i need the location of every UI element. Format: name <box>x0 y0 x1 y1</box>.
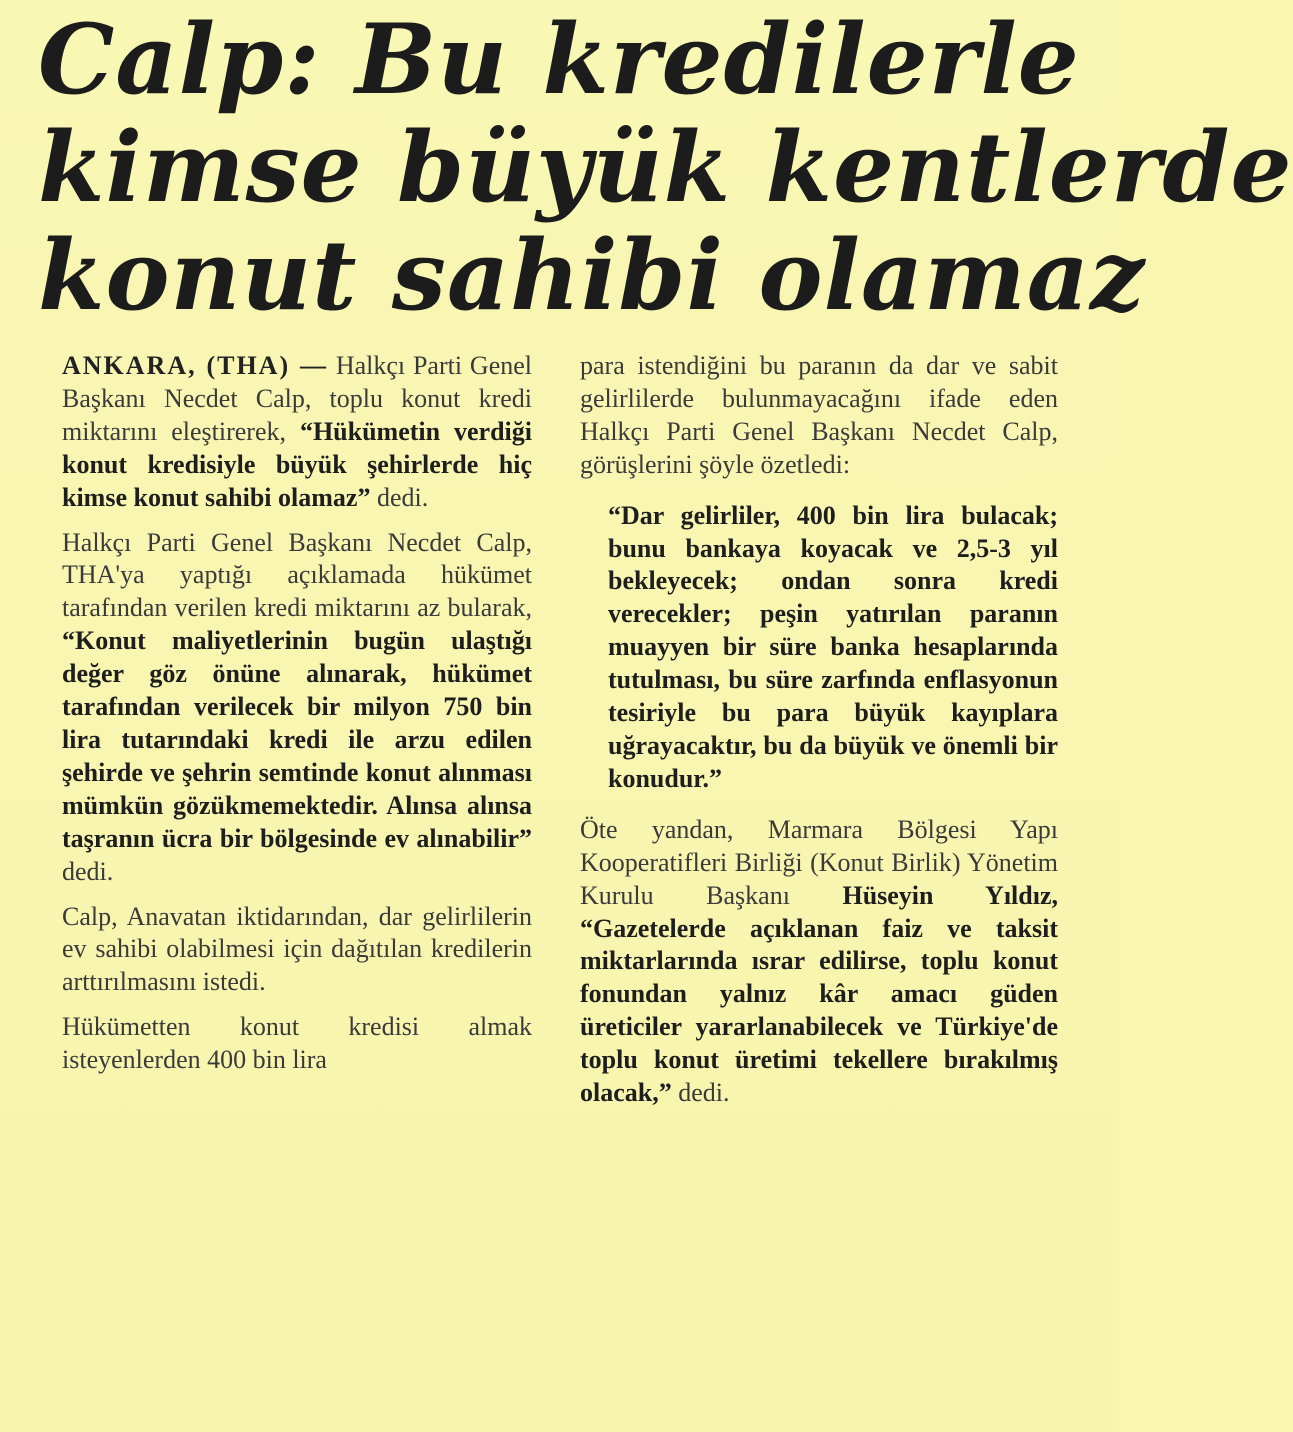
left-p1-end: dedi. <box>370 482 429 512</box>
left-p1-quote: “Hükümetin verdiği konut kredisiyle büyük şehirlerde hiç kimse konut sahibi olamaz” <box>62 416 532 512</box>
right-p3-name: Hüseyin Yıldız, <box>842 880 1058 910</box>
left-paragraph-3: Calp, Anavatan iktidarından, dar gelirlilerin ev sahibi olabilmesi için dağıtılan kredilerin arttırılmasını istedi. <box>62 901 532 997</box>
right-p3-quote: “Gazetelerde açıklanan faiz ve taksit miktarlarında ısrar edilirse, toplu konut fonundan yalnız kâr amacı güden üreticiler yararlanabilecek ve Türkiye'de toplu konut üretimi tekellere bırakılmış olacak,” <box>580 913 1058 1108</box>
right-quote-block: “Dar gelirliler, 400 bin lira bulacak; bunu bankaya koyacak ve 2,5-3 yıl bekleyecek; ondan sonra kredi verecekler; peşin yatırılan paranın muayyen bir süre banka hesaplarında tutulması, bu süre zarfında enflasyonun tesiriyle bu para büyük kayıplara uğrayacaktır, bu da büyük ve önemli bir konudur.” <box>608 500 1058 793</box>
left-paragraph-2 <box>62 527 532 889</box>
headline-line-1: Calp: Bu kredilerle <box>38 3 1080 116</box>
left-paragraph-1 <box>62 350 532 515</box>
dateline: ANKARA, (THA) — <box>62 351 328 380</box>
right-paragraph-1: para istendiğini bu paranın da dar ve sabit gelirlilerde bulunmayacağını ifade eden Halkçı Parti Genel Başkanı Necdet Calp, görüşlerini şöyle özetledi: <box>580 351 1058 479</box>
left-paragraph-4: Hükümetten konut kredisi almak isteyenlerden 400 bin lira <box>62 1012 532 1075</box>
right-paragraph-3 <box>580 814 1058 1110</box>
headline-line-3: konut sahibi olamaz <box>38 219 1146 332</box>
right-p3-intro: Öte yandan, Marmara Bölgesi Yapı Kooperatifleri Birliği (Konut Birlik) Yönetim Kurulu Başkanı <box>580 814 1058 910</box>
left-column <box>62 350 532 1089</box>
left-p2-quote: “Konut maliyetlerinin bugün ulaştığı değer göz önüne alınarak, hükümet tarafından verilecek bir milyon 750 bin lira tutarındaki kredi ile arzu edilen şehirde ve şehrin semtinde konut alınması mümkün gözükmemektedir. Alınsa alınsa taşranın ücra bir bölgesinde ev alınabilir” <box>62 626 532 853</box>
left-p1-intro: Halkçı Parti Genel Başkanı Necdet Calp, toplu konut kredi miktarını eleştirerek, <box>62 351 532 446</box>
right-p3-end: dedi. <box>671 1078 730 1108</box>
left-p2-intro: Halkçı Parti Genel Başkanı Necdet Calp, THA'ya yaptığı açıklamada hükümet tarafından verilen kredi miktarını az bularak, <box>62 527 532 623</box>
headline <box>38 3 1293 332</box>
right-column <box>580 350 1058 1122</box>
left-p2-end: dedi. <box>62 856 114 886</box>
headline-line-2: kimse büyük kentlerde <box>38 111 1293 224</box>
